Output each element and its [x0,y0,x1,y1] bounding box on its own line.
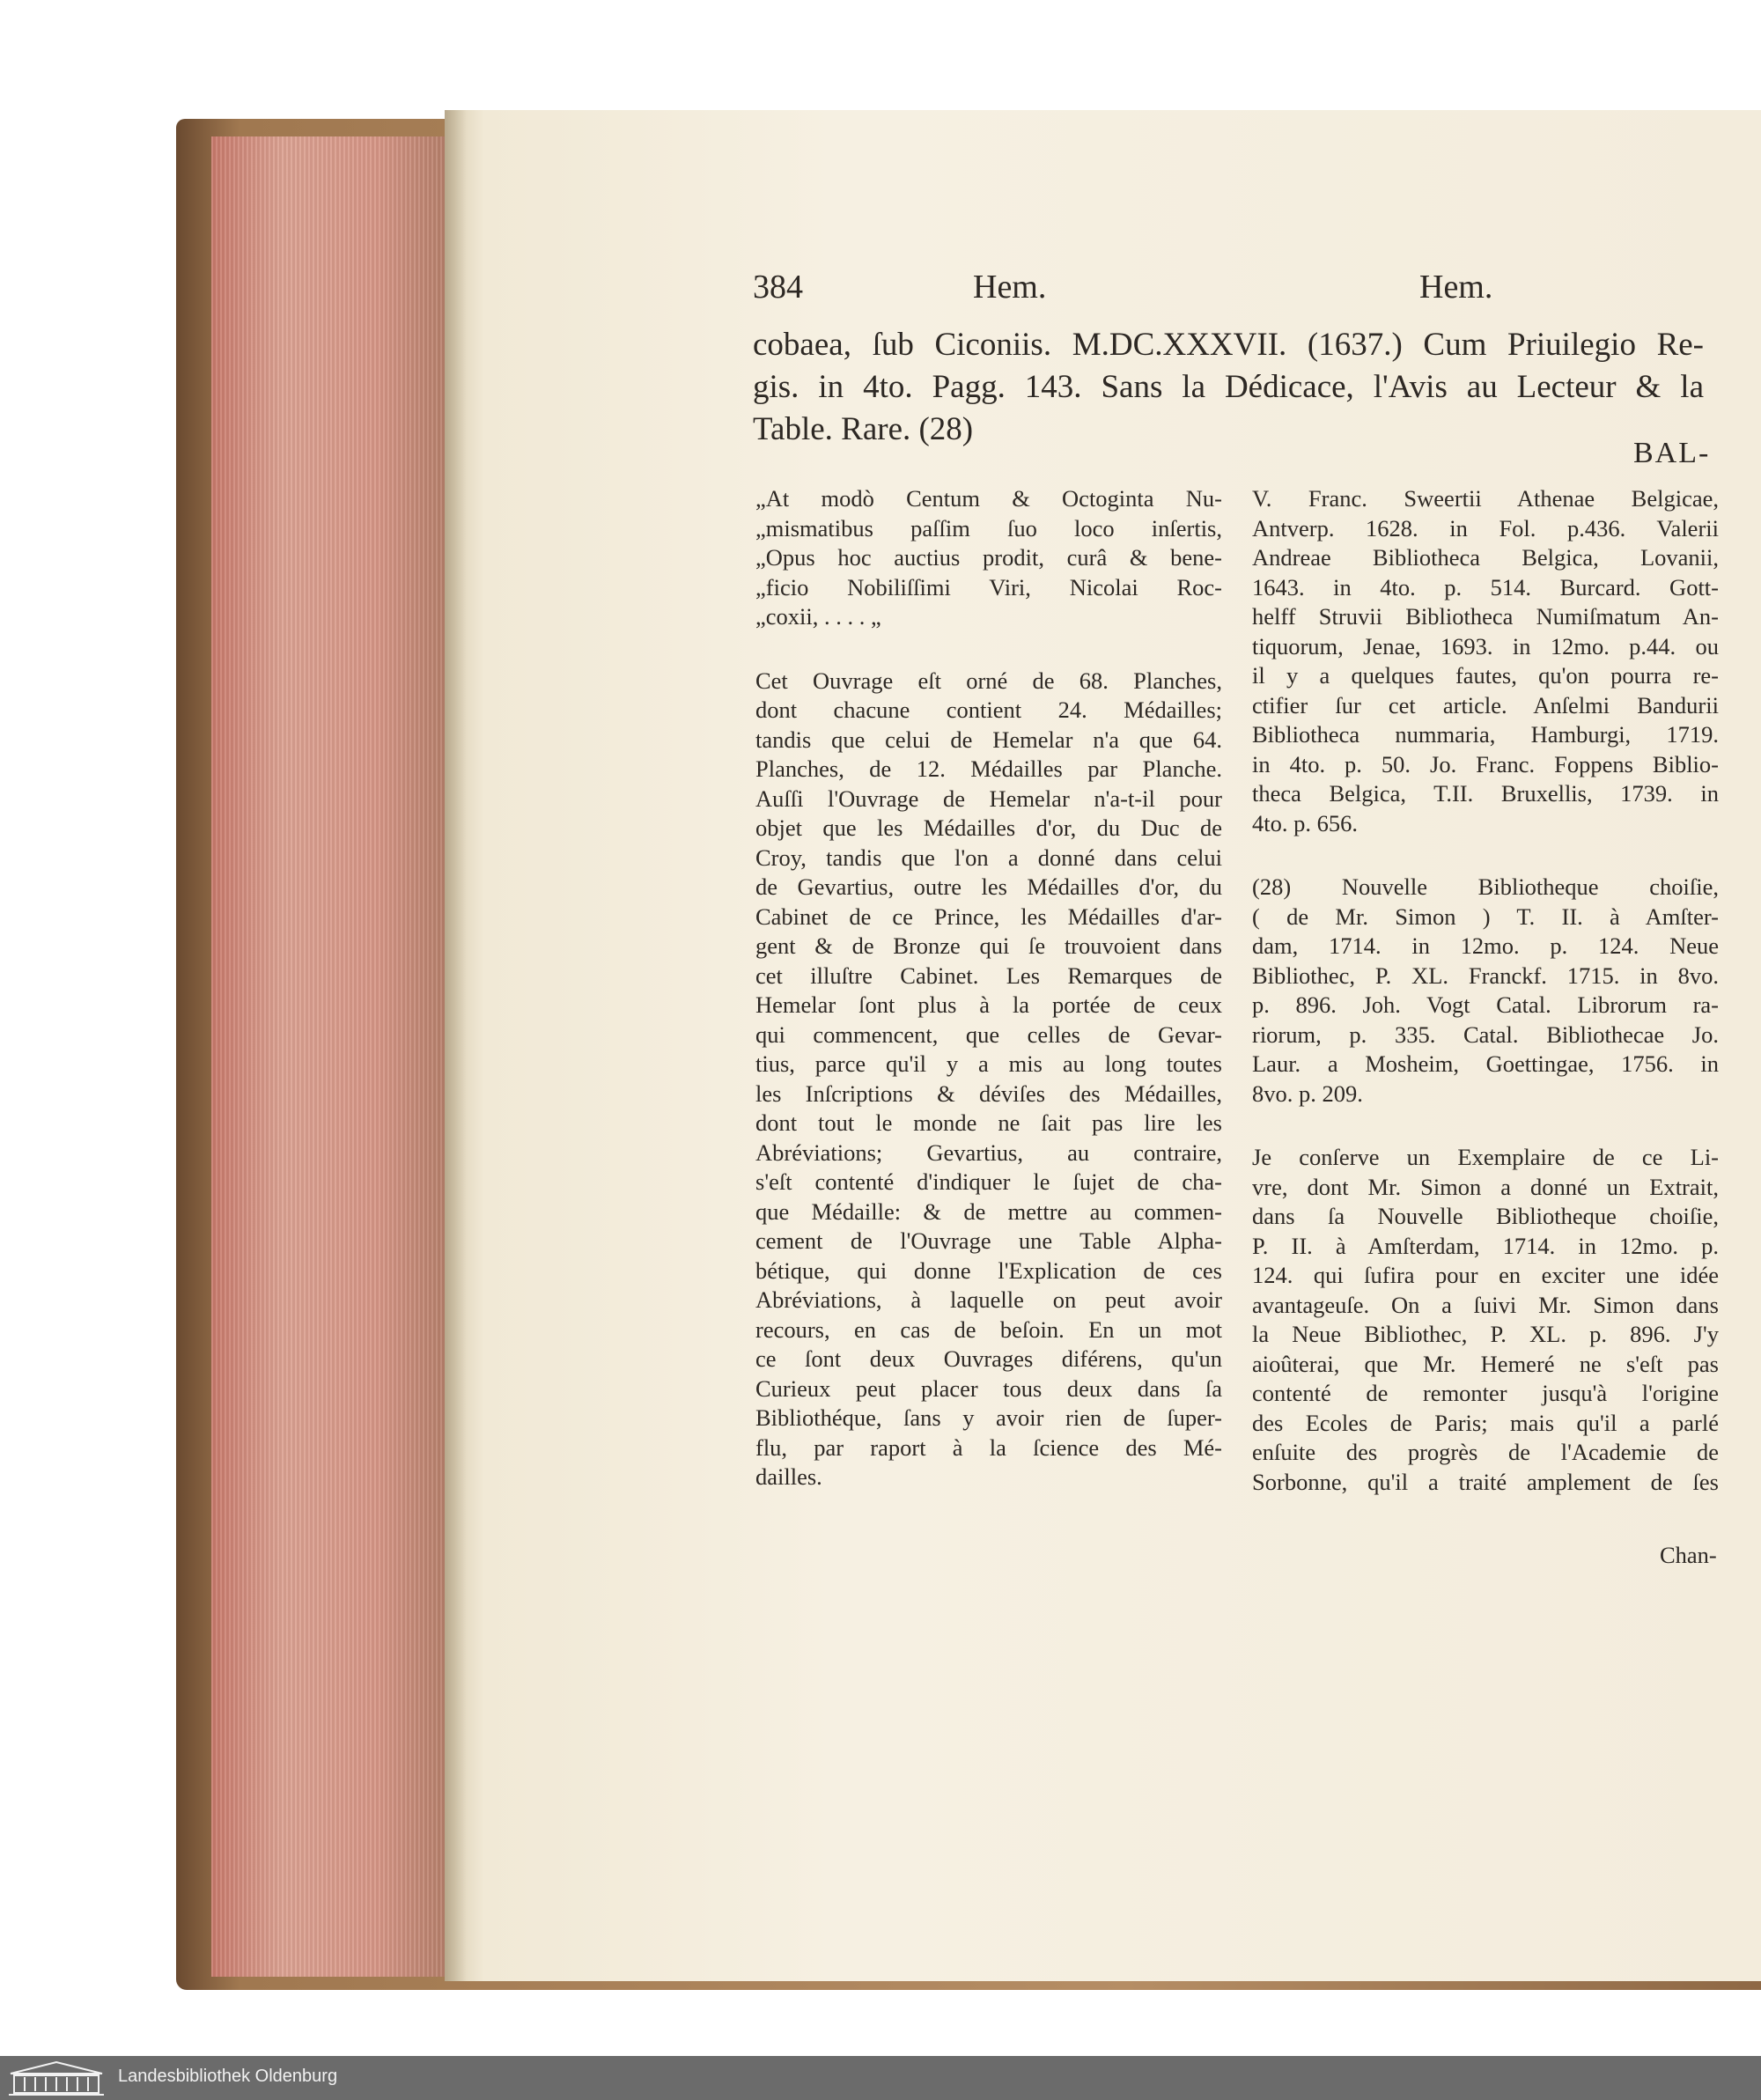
entry-continuation [753,324,1704,451]
bibliography-paragraph [1252,484,1719,838]
text-line: vre, dont Mr. Simon a donné un Extrait, [1252,1173,1719,1200]
text-line: „coxii, . . . . „ [755,603,881,630]
comparison-paragraph [755,667,1222,1492]
text-line: Andreae Bibliotheca Belgica, Lovanii, [1252,544,1719,571]
text-line: theca Belgica, T.II. Bruxellis, 1739. in [1252,780,1719,807]
text-line: 4to. p. 656. [1252,809,1358,836]
text-line: gent & de Bronze qui ſe trouvoient dans [755,932,1222,959]
text-line: recours, en cas de beſoin. En un mot [755,1315,1222,1343]
text-line: flu, par raport à la ſcience des Mé- [755,1433,1222,1461]
text-line: Bibliotheca nummaria, Hamburgi, 1719. [1252,721,1719,748]
text-line: riorum, p. 335. Catal. Bibliothecae Jo. [1252,1021,1719,1048]
text-line: Auſſi l'Ouvrage de Hemelar n'a-t-il pour [755,785,1222,812]
running-head-left: Hem. [973,269,1047,306]
text-line: in 4to. p. 50. Jo. Franc. Foppens Biblio- [1252,750,1719,777]
text-line: gis. in 4to. Pagg. 143. Sans la Dédicace, l'Avis au Lecteur & la [753,369,1704,405]
right-column [1252,484,1719,1531]
text-line: Abréviations; Gevartius, au contraire, [755,1138,1222,1166]
text-line: „ficio Nobiliſſimi Viri, Nicolai Roc- [755,573,1222,601]
text-line: dans ſa Nouvelle Bibliotheque choiſie, [1252,1203,1719,1229]
footnote-28 [1252,873,1719,1109]
text-line: p. 896. Joh. Vogt Catal. Librorum ra- [1252,991,1719,1018]
text-line: (28) Nouvelle Bibliotheque choiſie, [1252,873,1719,900]
library-name: Landesbibliothek Oldenburg [118,2067,338,2086]
text-line: Curieux peut placer tous deux dans ſa [755,1374,1222,1402]
text-line: Abréviations, à laquelle on peut avoir [755,1286,1222,1313]
text-line: bétique, qui donne l'Explication de ces [755,1256,1222,1284]
latin-quotation [755,484,1222,632]
text-line: aioûterai, que Mr. Hemeré ne s'eſt pas [1252,1350,1719,1377]
text-line: qui commencent, que celles de Gevar- [755,1021,1222,1048]
text-line: dailles. [755,1463,822,1490]
text-line: tius, parce qu'il y a mis au long toutes [755,1050,1222,1077]
text-line: 124. qui ſufira pour en exciter une idée [1252,1262,1719,1288]
text-line: cement de l'Ouvrage une Table Alpha- [755,1227,1222,1254]
text-line: Hemelar ſont plus à la portée de ceux [755,991,1222,1018]
text-line: des Ecoles de Paris; mais qu'il a parlé [1252,1409,1719,1436]
running-head-right: Hem. [1419,269,1493,306]
text-line: Croy, tandis que l'on a donné dans celui [755,844,1222,871]
left-column [755,484,1222,1527]
text-line: dont chacune contient 24. Médailles; [755,696,1222,723]
page-number: 384 [753,269,803,306]
text-line: enſuite des progrès de l'Academie de [1252,1439,1719,1465]
text-line: Je conſerve un Exemplaire de ce Li- [1252,1144,1719,1170]
text-line: „Opus hoc auctius prodit, curâ & bene- [755,544,1222,571]
text-line: Bibliothéque, ſans y avoir rien de ſuper- [755,1404,1222,1431]
text-line: Antverp. 1628. in Fol. p.436. Valerii [1252,514,1719,542]
text-line: il y a quelques fautes, qu'on pourra re- [1252,662,1719,689]
text-line: Sorbonne, qu'il a traité amplement de ſes [1252,1468,1719,1495]
text-line: avantageuſe. On a ſuivi Mr. Simon dans [1252,1291,1719,1318]
text-line: „mismatibus paſſim ſuo loco inſertis, [755,514,1222,542]
text-line: s'eſt contenté d'indiquer le ſujet de cha- [755,1168,1222,1195]
library-building-icon [7,2059,106,2096]
text-line: Planches, de 12. Médailles par Planche. [755,755,1222,782]
text-line: tiquorum, Jenae, 1693. in 12mo. p.44. ou [1252,632,1719,659]
text-line: dam, 1714. in 12mo. p. 124. Neue [1252,932,1719,959]
text-line: dont tout le monde ne ſait pas lire les [755,1109,1222,1136]
text-line: cobaea, ſub Ciconiis. M.DC.XXXVII. (1637.) Cum Priuilegio Re- [753,327,1704,363]
catchword-bottom: Chan- [1660,1542,1717,1568]
text-line: Bibliothec, P. XL. Franckf. 1715. in 8vo. [1252,962,1719,989]
text-line: de Gevartius, outre les Médailles d'or, du [755,873,1222,900]
text-line: tandis que celui de Hemelar n'a que 64. [755,726,1222,753]
exemplar-paragraph [1252,1143,1719,1497]
text-line: 1643. in 4to. p. 514. Burcard. Gott- [1252,573,1719,601]
text-line: ( de Mr. Simon ) T. II. à Amſter- [1252,903,1719,930]
text-line: ctifier ſur cet article. Anſelmi Bandurii [1252,691,1719,718]
text-line: contenté de remonter jusqu'à l'origine [1252,1380,1719,1406]
text-line: „At modò Centum & Octoginta Nu- [755,485,1222,512]
text-line: ce ſont deux Ouvrages diférens, qu'un [755,1345,1222,1372]
text-line: que Médaille: & de mettre au commen- [755,1197,1222,1225]
text-line: Laur. a Mosheim, Goettingae, 1756. in [1252,1050,1719,1077]
text-line: objet que les Médailles d'or, du Duc de [755,814,1222,841]
text-line: Cet Ouvrage eſt orné de 68. Planches, [755,667,1222,694]
gutter-shadow [445,110,467,1981]
text-line: Cabinet de ce Prince, les Médailles d'ar- [755,903,1222,930]
text-line: P. II. à Amſterdam, 1714. in 12mo. p. [1252,1232,1719,1259]
text-line: la Neue Bibliothec, P. XL. p. 896. J'y [1252,1321,1719,1347]
text-line: Table. Rare. (28) [753,411,974,447]
page-fore-edge [211,136,449,1977]
text-line: cet illuſtre Cabinet. Les Remarques de [755,962,1222,989]
text-line: V. Franc. Sweertii Athenae Belgicae, [1252,485,1719,512]
catchword-top: BAL- [1633,437,1711,469]
library-footer-bar [0,2056,1761,2100]
text-line: helff Struvii Bibliotheca Numiſmatum An- [1252,603,1719,630]
text-line: 8vo. p. 209. [1252,1079,1363,1107]
text-line: les Inſcriptions & déviſes des Médailles, [755,1079,1222,1107]
